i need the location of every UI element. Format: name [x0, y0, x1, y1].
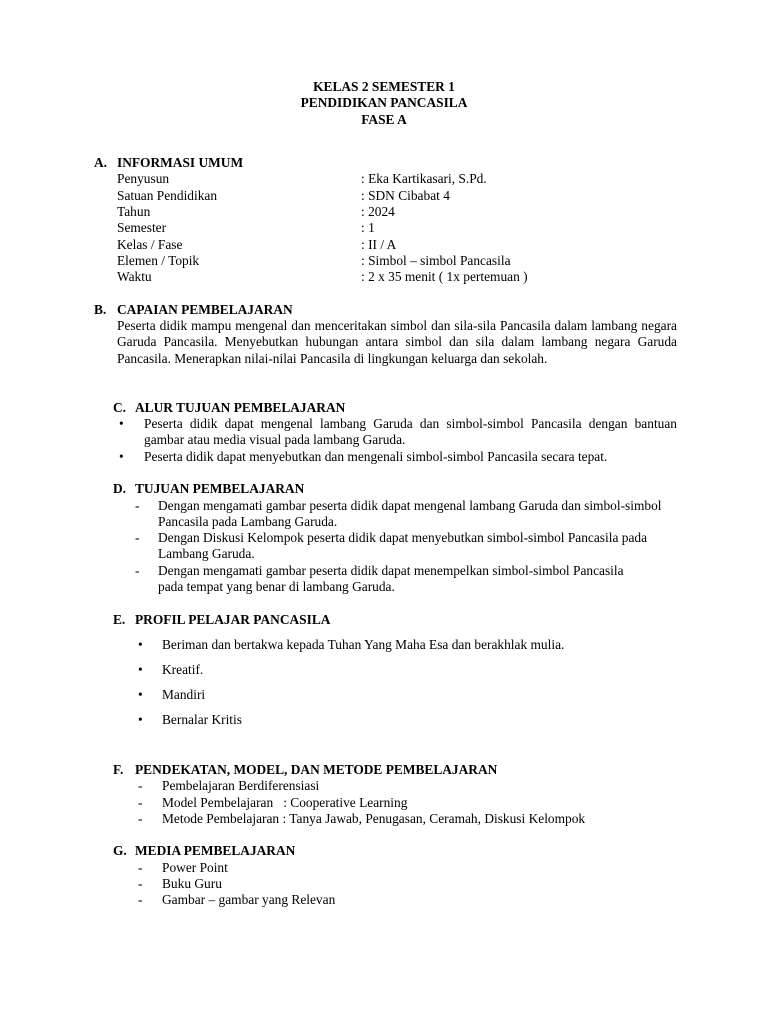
info-key: Elemen / Topik: [117, 253, 200, 268]
dash-icon: -: [138, 811, 143, 826]
list-item: Gambar – gambar yang Relevan: [162, 892, 336, 907]
bullet-icon: •: [138, 637, 143, 652]
list-item: Kreatif.: [162, 662, 204, 677]
dash-icon: -: [138, 795, 143, 810]
section-title: PROFIL PELAJAR PANCASILA: [135, 612, 331, 627]
list-item: Beriman dan bertakwa kepada Tuhan Yang Maha Esa dan berakhlak mulia.: [162, 637, 565, 652]
section-title: MEDIA PEMBELAJARAN: [135, 843, 296, 858]
list-item: Power Point: [162, 860, 228, 875]
list-item: Buku Guru: [162, 876, 222, 891]
info-value: : 2 x 35 menit ( 1x pertemuan ): [361, 269, 528, 284]
doc-title-line-2: PENDIDIKAN PANCASILA: [300, 95, 468, 110]
list-item: Peserta didik dapat mengenal lambang Garuda dan simbol-simbol Pancasila dengan bantuan gambar atau media visual pada lambang Garuda.: [144, 416, 677, 448]
section-letter: G.: [113, 843, 127, 858]
bullet-icon: •: [119, 449, 124, 464]
dash-icon: -: [138, 892, 143, 907]
info-key: Waktu: [117, 269, 152, 284]
list-item: Dengan mengamati gambar peserta didik dapat menempelkan simbol-simbol Pancasila pada tempat yang benar di lambang Garuda.: [158, 563, 624, 595]
section-title: PENDEKATAN, MODEL, DAN METODE PEMBELAJARAN: [135, 762, 498, 777]
bullet-icon: •: [138, 712, 143, 727]
doc-title-line-1: KELAS 2 SEMESTER 1: [313, 79, 455, 94]
section-paragraph: Peserta didik mampu mengenal dan menceritakan simbol dan sila-sila Pancasila dalam lambang negara Garuda Pancasila. Menyebutkan hubungan antara simbol dan sila dalam lambang negara Garuda Pancasila. Menerapkan nilai-nilai Pancasila di lingkungan keluarga dan sekolah.: [117, 318, 677, 366]
info-value: : SDN Cibabat 4: [361, 188, 450, 203]
bullet-icon: •: [119, 416, 124, 431]
dash-icon: -: [138, 876, 143, 891]
section-letter: B.: [94, 302, 107, 317]
dash-icon: -: [138, 860, 143, 875]
list-item: Peserta didik dapat menyebutkan dan mengenali simbol-simbol Pancasila secara tepat.: [144, 449, 608, 464]
list-item: Model Pembelajaran : Cooperative Learning: [162, 795, 408, 810]
info-key: Satuan Pendidikan: [117, 188, 218, 203]
dash-icon: -: [135, 498, 140, 513]
doc-title-line-3: FASE A: [361, 112, 407, 127]
section-title: ALUR TUJUAN PEMBELAJARAN: [135, 400, 346, 415]
info-value: : Simbol – simbol Pancasila: [361, 253, 511, 268]
bullet-icon: •: [138, 662, 143, 677]
dash-icon: -: [135, 530, 140, 545]
section-title: CAPAIAN PEMBELAJARAN: [117, 302, 293, 317]
info-value: : Eka Kartikasari, S.Pd.: [361, 171, 487, 186]
list-item: Pembelajaran Berdiferensiasi: [162, 778, 320, 793]
section-title: INFORMASI UMUM: [117, 155, 244, 170]
info-key: Penyusun: [117, 171, 170, 186]
list-item: Dengan Diskusi Kelompok peserta didik dapat menyebutkan simbol-simbol Pancasila pada Lambang Garuda.: [158, 530, 648, 562]
section-letter: C.: [113, 400, 127, 415]
dash-icon: -: [135, 563, 140, 578]
info-key: Tahun: [117, 204, 151, 219]
list-item: Metode Pembelajaran : Tanya Jawab, Penugasan, Ceramah, Diskusi Kelompok: [162, 811, 586, 826]
section-title: TUJUAN PEMBELAJARAN: [135, 481, 305, 496]
section-letter: D.: [113, 481, 127, 496]
info-key: Kelas / Fase: [117, 237, 183, 252]
info-value: : II / A: [361, 237, 397, 252]
info-value: : 1: [361, 220, 375, 235]
section-letter: A.: [94, 155, 108, 170]
info-key: Semester: [117, 220, 167, 235]
list-item: Bernalar Kritis: [162, 712, 242, 727]
section-letter: E.: [113, 612, 126, 627]
list-item: Dengan mengamati gambar peserta didik dapat mengenal lambang Garuda dan simbol-simbol Pancasila pada Lambang Garuda.: [158, 498, 662, 530]
bullet-icon: •: [138, 687, 143, 702]
info-value: : 2024: [361, 204, 395, 219]
list-item: Mandiri: [162, 687, 206, 702]
dash-icon: -: [138, 778, 143, 793]
section-letter: F.: [113, 762, 124, 777]
